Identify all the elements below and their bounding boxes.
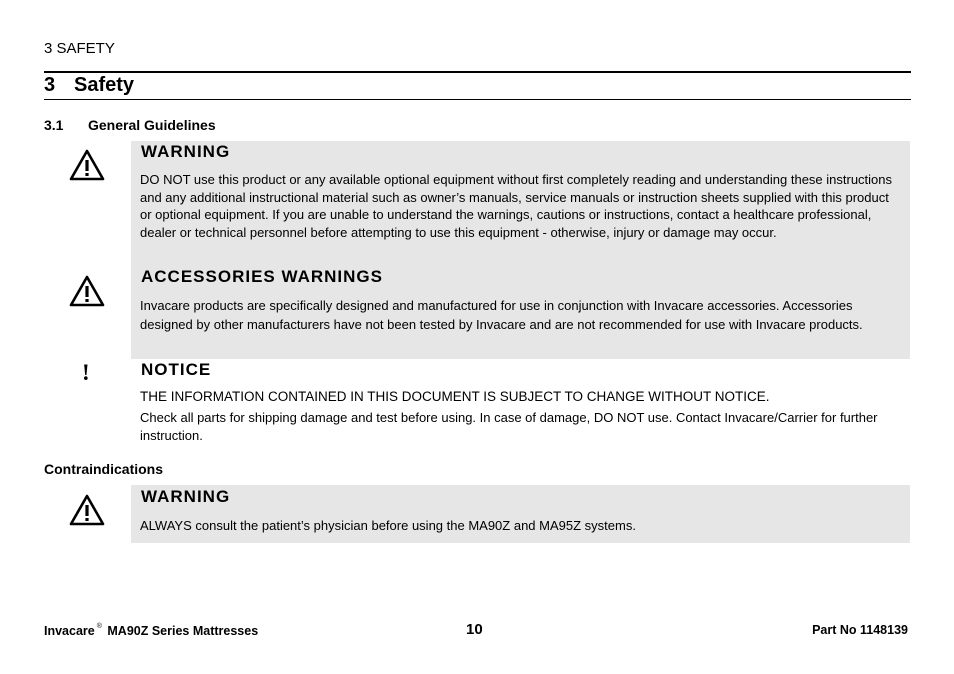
contraindications-warning-label: WARNING [141, 487, 231, 506]
footer-brand: Invacare [44, 624, 95, 638]
section-title: General Guidelines [88, 117, 216, 133]
chapter-title [44, 71, 134, 99]
accessories-warnings-text: Invacare products are specifically designed and manufactured for use in conjunction with Invacare accessories. Accessories designed by other manufacturers have not been tested by Invacare and are not recommended for use with Invacare products. [140, 298, 863, 332]
footer-product [44, 623, 258, 638]
registered-mark: ® [96, 623, 102, 630]
notice-line-1: THE INFORMATION CONTAINED IN THIS DOCUMENT IS SUBJECT TO CHANGE WITHOUT NOTICE. [140, 389, 770, 404]
notice-line-2: Check all parts for shipping damage and test before using. In case of damage, DO NOT use. Contact Invacare/Carrier for further instruction. [140, 410, 878, 443]
section-heading [44, 117, 216, 133]
warning-text: DO NOT use this product or any available optional equipment without first completely reading and understanding these instructions and any additional instructional material such as owner’s manuals, service manuals or instruction sheets supplied with this product or optional equipment. If you are unable to understand the warnings, cautions or instructions, contact a healthcare professional, dealer or technical personnel before attempting to use this equipment - otherwise, injury or damage may occur. [140, 172, 893, 240]
warning-triangle-icon [69, 275, 105, 307]
chapter-title-text: Safety [74, 73, 135, 96]
warning-label: WARNING [141, 142, 231, 161]
contraindications-heading: Contraindications [44, 461, 164, 477]
running-header: 3 SAFETY [44, 40, 115, 57]
notice-label: NOTICE [141, 360, 212, 379]
title-rule-bottom [44, 99, 911, 100]
exclamation-icon: ! [82, 360, 90, 385]
contraindications-warning-text: ALWAYS consult the patient’s physician before using the MA90Z and MA95Z systems. [140, 518, 636, 533]
page-number: 10 [466, 621, 483, 638]
chapter-number: 3 [44, 73, 56, 96]
accessories-warnings-label: ACCESSORIES WARNINGS [141, 267, 383, 286]
warning-triangle-icon [69, 494, 105, 526]
footer-product-name: MA90Z Series Mattresses [107, 624, 259, 638]
warning-triangle-icon [69, 149, 105, 181]
section-number: 3.1 [44, 117, 64, 133]
title-rule-top [44, 71, 911, 73]
part-number: Part No 1148139 [812, 623, 908, 637]
